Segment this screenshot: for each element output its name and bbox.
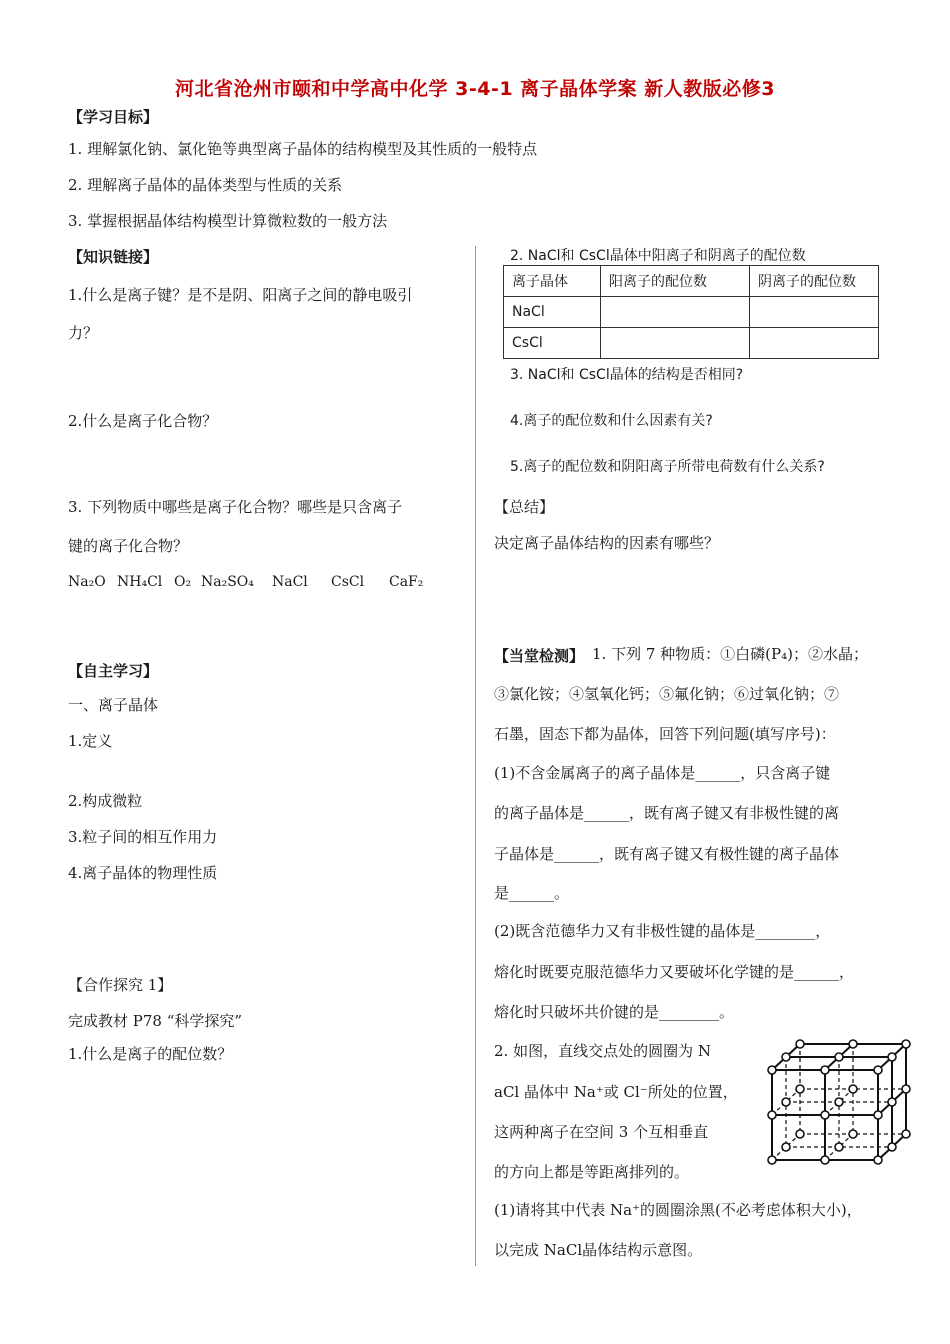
table-cell: NaCl bbox=[504, 297, 601, 328]
coop-q1: 1.什么是离子的配位数？ bbox=[68, 1045, 233, 1063]
test-line: 是______。 bbox=[494, 884, 570, 902]
substance: NaCl bbox=[272, 574, 308, 590]
table-header-cell: 阳离子的配位数 bbox=[601, 266, 750, 297]
coordination-question: 2. NaCl和 CsCl晶体中阳离子和阴离子的配位数 bbox=[510, 248, 806, 264]
page-title: 河北省沧州市颐和中学高中化学 3-4-1 离子晶体学案 新人教版必修3 bbox=[175, 78, 775, 100]
objectives-header: 【学习目标】 bbox=[68, 108, 159, 126]
test-q2-line: 2. 如图，直线交点处的圆圈为 N bbox=[494, 1042, 711, 1060]
knowledge-q2: 2.什么是离子化合物？ bbox=[68, 412, 218, 430]
knowledge-q1-cont: 力？ bbox=[68, 324, 99, 342]
test-line: ③氯化铵；④氢氧化钙；⑤氟化钠；⑥过氧化钠；⑦ bbox=[494, 685, 840, 703]
summary-text: 决定离子晶体结构的因素有哪些？ bbox=[494, 534, 720, 552]
table-row bbox=[504, 328, 879, 359]
test-line: 熔化时既要克服范德华力又要破坏化学键的是______， bbox=[494, 963, 855, 981]
column-divider bbox=[475, 246, 476, 1266]
table-cell: CsCl bbox=[504, 328, 601, 359]
table-cell bbox=[750, 328, 879, 359]
table-header-cell: 阴离子的配位数 bbox=[750, 266, 879, 297]
objective-item: 2. 理解离子晶体的晶体类型与性质的关系 bbox=[68, 176, 343, 194]
nacl-lattice-diagram bbox=[760, 1030, 920, 1170]
test-line: 的离子晶体是______，既有离子键又有非极性键的离 bbox=[494, 804, 840, 822]
summary-header: 【总结】 bbox=[494, 498, 555, 516]
coordination-table bbox=[503, 265, 879, 359]
table-header-cell: 离子晶体 bbox=[504, 266, 601, 297]
test-line: 子晶体是______，既有离子键又有极性键的离子晶体 bbox=[494, 845, 840, 863]
test-header: 【当堂检测】 bbox=[494, 647, 585, 665]
self-study-item: 2.构成微粒 bbox=[68, 792, 143, 810]
test-q2-line: 的方向上都是等距离排列的。 bbox=[494, 1163, 690, 1181]
coop-line: 完成教材 P78 “科学探究” bbox=[68, 1012, 243, 1030]
self-study-header: 【自主学习】 bbox=[68, 662, 159, 680]
table-cell bbox=[601, 328, 750, 359]
test-line: 1. 下列 7 种物质：①白磷(P₄)；②水晶； bbox=[592, 645, 868, 663]
test-q2-line: (1)请将其中代表 Na⁺的圆圈涂黑(不必考虑体积大小)， bbox=[494, 1201, 862, 1219]
table-cell bbox=[601, 297, 750, 328]
table-row bbox=[504, 297, 879, 328]
knowledge-header: 【知识链接】 bbox=[68, 248, 159, 266]
objective-item: 3. 掌握根据晶体结构模型计算微粒数的一般方法 bbox=[68, 212, 388, 230]
knowledge-q1: 1.什么是离子键？是不是阴、阳离子之间的静电吸引 bbox=[68, 286, 413, 304]
substance: NH₄Cl bbox=[117, 574, 163, 590]
self-study-item: 1.定义 bbox=[68, 732, 113, 750]
substance: O₂ bbox=[174, 574, 192, 590]
test-q2-line: aCl 晶体中 Na⁺或 Cl⁻所处的位置， bbox=[494, 1083, 738, 1101]
substance: CaF₂ bbox=[389, 574, 424, 590]
test-line: (1)不含金属离子的离子晶体是______，只含离子键 bbox=[494, 764, 831, 782]
self-study-item: 4.离子晶体的物理性质 bbox=[68, 864, 218, 882]
substance: Na₂O bbox=[68, 574, 106, 590]
self-study-item: 3.粒子间的相互作用力 bbox=[68, 828, 218, 846]
objective-item: 1. 理解氯化钠、氯化铯等典型离子晶体的结构模型及其性质的一般特点 bbox=[68, 140, 538, 158]
coordination-factor-question: 4.离子的配位数和什么因素有关? bbox=[510, 413, 713, 429]
structure-question: 3. NaCl和 CsCl晶体的结构是否相同? bbox=[510, 367, 744, 383]
test-line: (2)既含范德华力又有非极性键的晶体是________， bbox=[494, 922, 831, 940]
test-q2-line: 这两种离子在空间 3 个互相垂直 bbox=[494, 1123, 709, 1141]
test-line: 石墨，固态下都为晶体，回答下列问题(填写序号)： bbox=[494, 725, 836, 743]
test-line: 熔化时只破坏共价键的是________。 bbox=[494, 1003, 735, 1021]
substance: CsCl bbox=[331, 574, 365, 590]
table-header-row bbox=[504, 266, 879, 297]
knowledge-q3-cont: 键的离子化合物？ bbox=[68, 537, 189, 555]
coop-header: 【合作探究 1】 bbox=[68, 976, 173, 994]
test-q2-line: 以完成 NaCl晶体结构示意图。 bbox=[494, 1241, 703, 1259]
table-cell bbox=[750, 297, 879, 328]
charge-question: 5.离子的配位数和阴阳离子所带电荷数有什么关系? bbox=[510, 459, 825, 475]
knowledge-q3: 3. 下列物质中哪些是离子化合物？哪些是只含离子 bbox=[68, 498, 403, 516]
substance: Na₂SO₄ bbox=[201, 574, 254, 590]
self-study-section: 一、离子晶体 bbox=[68, 696, 159, 714]
